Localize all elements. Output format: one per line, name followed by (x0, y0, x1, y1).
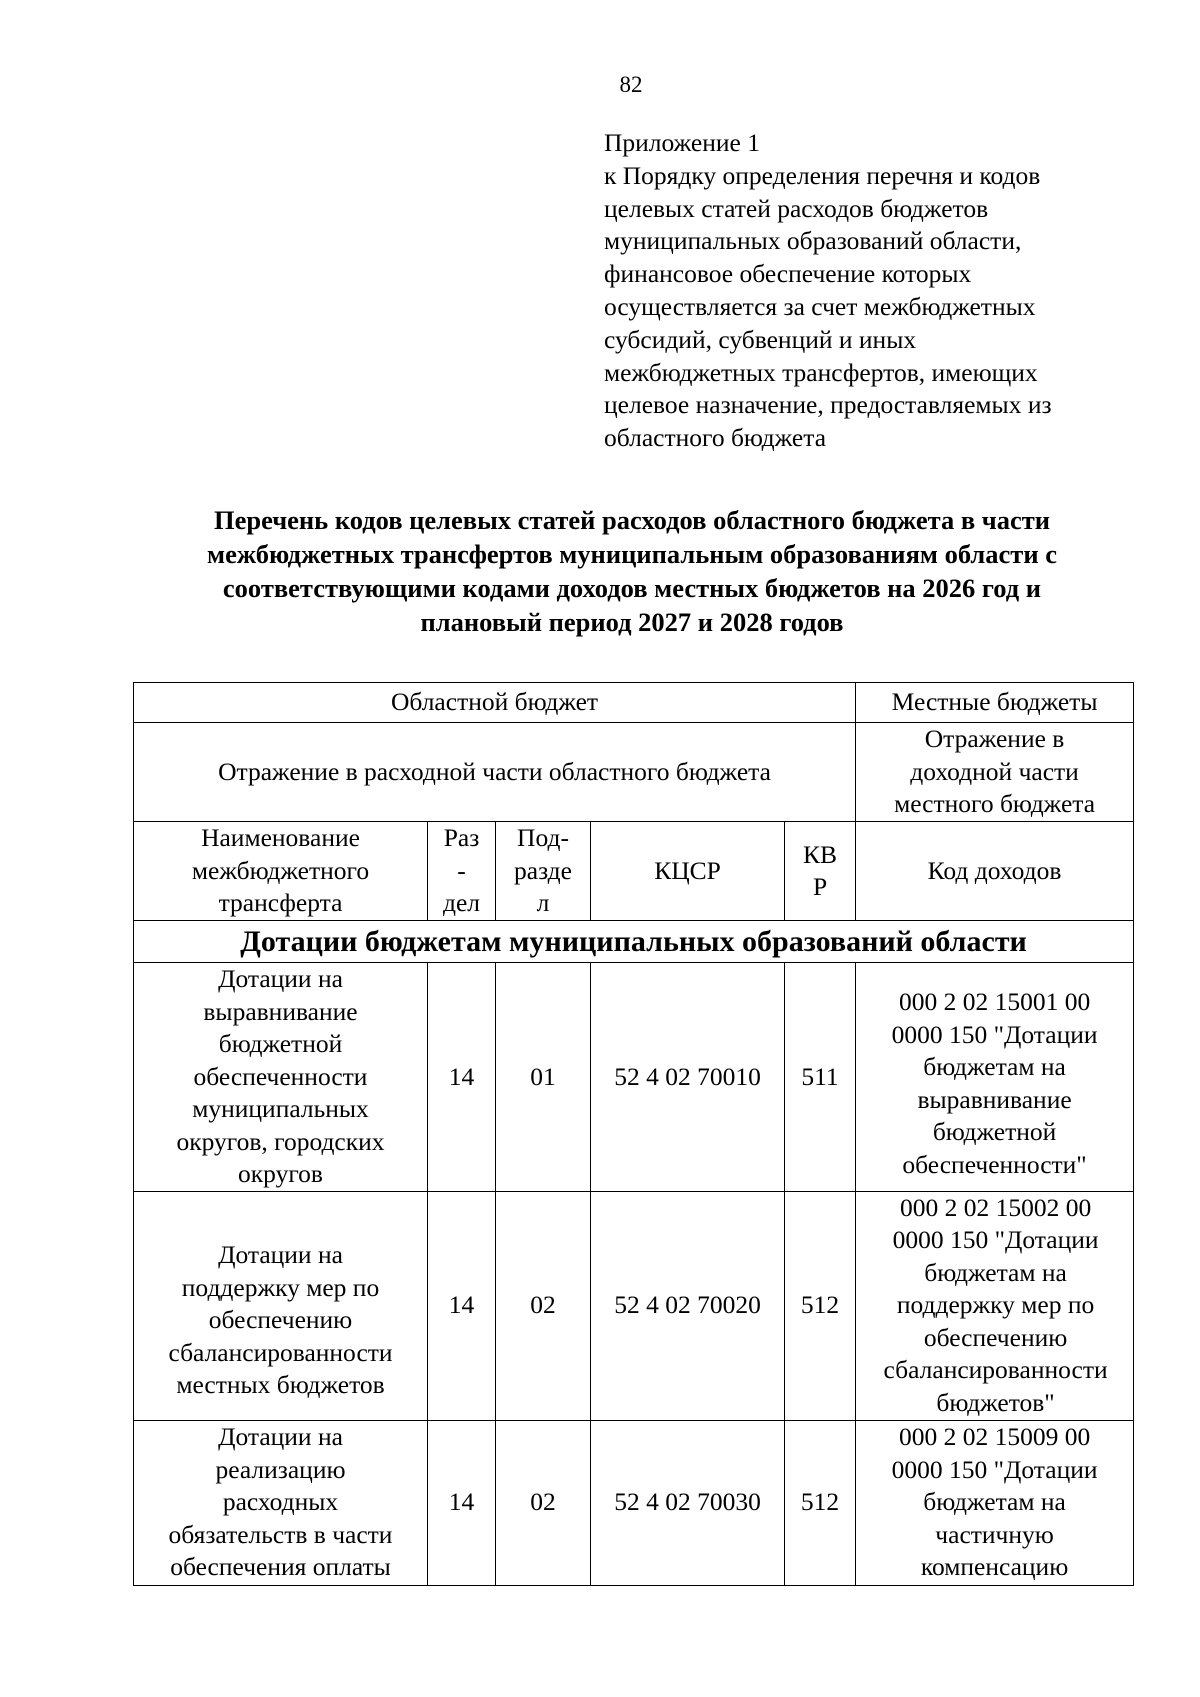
header-text: Код доходов (927, 855, 1062, 885)
transfer-name: Дотации на выравнивание бюджетной обеспеченности муниципальных округов, городских округов (176, 964, 385, 1188)
page-number: 82 (619, 72, 643, 97)
transfer-codes-table (133, 682, 1134, 1586)
appendix-line: финансовое обеспечение которых (604, 259, 972, 289)
header-row-reflection (134, 723, 1134, 822)
table-row (134, 963, 1134, 1192)
income-code: 000 2 02 15002 00 0000 150 "Дотации бюджетам на поддержку мер по обеспечению сбалансированности бюджетов" (883, 1192, 1108, 1417)
table-row (134, 1420, 1134, 1585)
section-cell: 14 (428, 963, 496, 1192)
col-kcsr-header (591, 822, 785, 921)
col-section-header (428, 822, 496, 921)
income-code-cell (856, 1420, 1134, 1585)
transfer-name-cell (134, 1191, 428, 1420)
header-text: Раз - дел (442, 823, 481, 918)
col-subsection-header (496, 822, 591, 921)
subsection-cell: 01 (496, 963, 591, 1192)
col-name-header (134, 822, 428, 921)
col-kvr-header (785, 822, 856, 921)
kcsr-cell: 52 4 02 70020 (591, 1191, 785, 1420)
income-code: 000 2 02 15001 00 0000 150 "Дотации бюджетам на выравнивание бюджетной обеспеченности" (891, 987, 1098, 1179)
income-code: 000 2 02 15009 00 0000 150 "Дотации бюджетам на частичную компенсацию (891, 1422, 1098, 1582)
appendix-line: субсидий, субвенций и иных (604, 324, 917, 354)
local-budgets-header (856, 683, 1134, 723)
header-text: Наименование межбюджетного трансферта (191, 823, 370, 918)
section-title: Дотации бюджетам муниципальных образований области (134, 921, 1134, 963)
appendix-line: муниципальных образований области, (604, 226, 1022, 256)
transfer-name-cell (134, 1420, 428, 1585)
income-reflection-header (856, 723, 1134, 822)
header-text: КВ Р (803, 839, 838, 901)
regional-budget-header (134, 683, 856, 723)
appendix-line: к Порядку определения перечня и кодов (604, 160, 1041, 190)
subsection-cell: 02 (496, 1420, 591, 1585)
transfer-name: Дотации на поддержку мер по обеспечению сбалансированности местных бюджетов (168, 1240, 393, 1400)
header-text: Под- разде л (514, 823, 572, 918)
title-line: плановый период 2027 и 2028 годов (420, 607, 844, 637)
header-row-budgets (134, 683, 1134, 723)
transfer-name-cell (134, 963, 428, 1192)
header-text: Областной бюджет (390, 687, 599, 717)
appendix-line: межбюджетных трансфертов, имеющих (604, 357, 1038, 387)
kcsr-cell: 52 4 02 70030 (591, 1420, 785, 1585)
header-row-columns (134, 822, 1134, 921)
col-income-code-header (856, 822, 1134, 921)
appendix-line: областного бюджета (604, 423, 827, 453)
section-cell: 14 (428, 1420, 496, 1585)
header-text: КЦСР (654, 855, 721, 885)
title-line: Перечень кодов целевых статей расходов областного бюджета в части (213, 505, 1051, 535)
kvr-cell: 511 (785, 963, 856, 1192)
header-text: Отражение в доходной части местного бюджета (894, 724, 1096, 819)
header-text: Отражение в расходной части областного бюджета (218, 756, 771, 786)
title-line: соответствующими кодами доходов местных бюджетов на 2026 год и (222, 573, 1042, 603)
title-line: межбюджетных трансфертов муниципальным образованиям области с (207, 539, 1057, 569)
section-cell: 14 (428, 1191, 496, 1420)
appendix-note (604, 127, 1104, 455)
income-code-cell (856, 963, 1134, 1192)
expense-reflection-header (134, 723, 856, 822)
kvr-cell: 512 (785, 1420, 856, 1585)
income-code-cell (856, 1191, 1134, 1420)
appendix-line: осуществляется за счет межбюджетных (604, 291, 1036, 321)
kcsr-cell: 52 4 02 70010 (591, 963, 785, 1192)
header-text: Местные бюджеты (891, 687, 1098, 717)
appendix-line: Приложение 1 (604, 128, 760, 157)
appendix-line: целевое назначение, предоставляемых из (604, 390, 1052, 420)
transfer-name: Дотации на реализацию расходных обязательств в части обеспечения оплаты (168, 1422, 393, 1582)
table-row (134, 1191, 1134, 1420)
document-title (132, 503, 1132, 639)
appendix-line: целевых статей расходов бюджетов (604, 193, 989, 223)
subsection-cell: 02 (496, 1191, 591, 1420)
section-row (134, 921, 1134, 963)
kvr-cell: 512 (785, 1191, 856, 1420)
